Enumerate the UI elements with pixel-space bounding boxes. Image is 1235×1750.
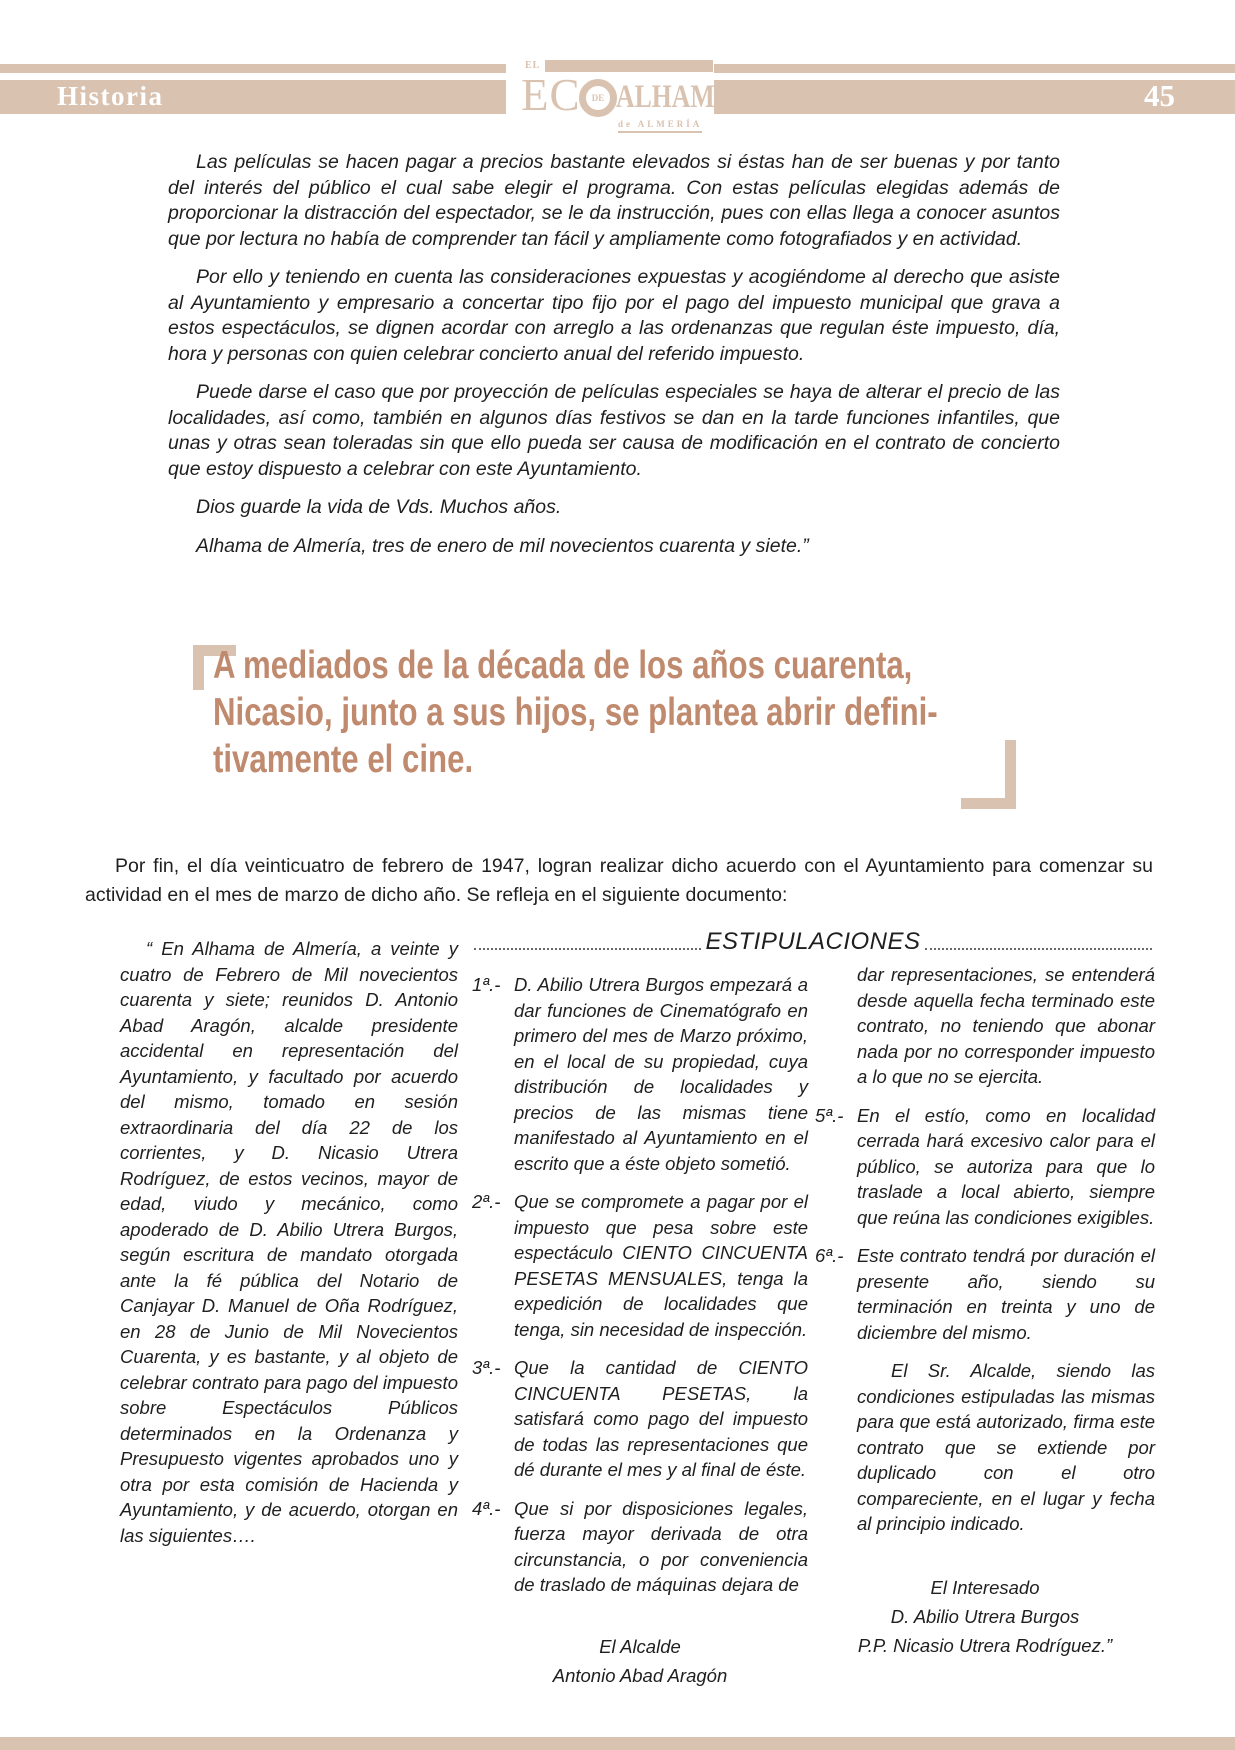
signature-pp: P.P. Nicasio Utrera Rodríguez.” — [857, 1634, 1113, 1656]
document-right-column — [815, 962, 1155, 1660]
stipulation-text: En el estío, como en localidad cerrada hará excesivo calor para el público, se autoriza para que lo traslade a local abierto, siempre que reúna las condiciones exigibles. — [857, 1104, 1155, 1228]
masthead-name: ALHAMA — [616, 79, 734, 115]
stipulation-text: Que si por disposiciones legales, fuerza mayor derivada de otra circunstancia, o por conveniencia de traslado de máquinas dejara de — [514, 1497, 808, 1595]
closing-paragraph: El Sr. Alcalde, siendo las condiciones estipuladas las mismas para que está autorizado, firma este contrato que se extiende por duplicado con el otro compareciente, en el lugar y fecha al principio indicado. — [857, 1360, 1155, 1534]
masthead-o-ring-icon — [579, 79, 617, 117]
section-title: Historia — [57, 81, 164, 111]
signature-name: D. Abilio Utrera Burgos — [890, 1605, 1080, 1627]
stipulation-text: D. Abilio Utrera Burgos empezará a dar funciones de Cinematógrafo en primero del mes de Marzo próximo, en el local de su propiedad, cuya distribución de localidades y precios de las mismas tiene manifestado al Ayuntamiento en el escrito que a éste objeto sometió. — [514, 974, 808, 1174]
signature-name: Antonio Abad Aragón — [552, 1664, 728, 1686]
pullquote-close-bracket-icon — [961, 740, 1016, 809]
intro-paragraph: Por ello y teniendo en cuenta las consideraciones expuestas y acogiéndome al derecho que asiste al Ayuntamiento y empresario a concertar tipo fijo por el pago del impuesto municipal que grava a estos espectáculos, se dignen acordar con arreglo a las ordenanzas que regulan éste impuesto, día, hora y personas con quien celebrar concierto anual del referido impuesto. — [168, 266, 1060, 365]
stipulation-4-continuation: dar representaciones, se entenderá desde aquella fecha terminado este contrato, no teniendo que abonar nada por no corresponder impuesto a lo que no se ejercita. — [857, 964, 1155, 1087]
page-number: 45 — [1144, 78, 1175, 113]
stipulation-item — [472, 1355, 808, 1483]
signature-alcalde — [472, 1632, 808, 1690]
stipulation-text: Que la cantidad de CIENTO CINCUENTA PESETAS, la satisfará como pago del impuesto de todas las representaciones que dé durante el mes y al final de éste. — [514, 1357, 808, 1480]
lead-paragraph-block — [85, 852, 1153, 910]
masthead-ec: EC — [521, 70, 581, 120]
stipulation-text: Que se compromete a pagar por el impuesto que pesa sobre este espectáculo CIENTO CINCUENTA PESETAS MENSUALES, tenga la expedición de localidades que tenga, sin necesidad de inspección. — [514, 1191, 808, 1340]
estipulaciones-title: ESTIPULACIONES — [705, 928, 921, 955]
intro-paragraph: Puede darse el caso que por proyección de películas especiales se haya de alterar el precio de las localidades, así como, también en algunos días festivos se dan en la tarde funciones infantiles, que unas y otras sean toleradas sin que ello pueda ser causa de modificación en el contrato de concierto que estoy dispuesto a celebrar con este Ayuntamiento. — [168, 381, 1060, 480]
stipulation-number: 1ª.- — [472, 974, 501, 995]
header-thin-band-right — [714, 64, 1235, 73]
intro-paragraph: Dios guarde la vida de Vds. Muchos años. — [196, 496, 562, 518]
signature-role: El Alcalde — [599, 1635, 681, 1657]
stipulation-item — [815, 1243, 1155, 1345]
intro-letter-text — [168, 150, 1060, 572]
masthead-de: DE — [591, 93, 605, 103]
stipulation-number: 4ª.- — [472, 1497, 501, 1519]
lead-paragraph: Por fin, el día veinticuatro de febrero de 1947, logran realizar dicho acuerdo con el Ayuntamiento para comenzar su actividad en el mes de marzo de dicho año. Se refleja en el siguiente documento: — [85, 855, 1153, 906]
footer-band — [0, 1737, 1235, 1750]
estipulaciones-header — [470, 928, 1156, 956]
masthead-subtitle: de ALMERÍA — [618, 119, 702, 133]
pullquote-line: A mediados de la década de los años cuarenta, — [213, 644, 913, 687]
stipulation-number: 5ª.- — [815, 1104, 844, 1126]
stipulation-number: 2ª.- — [472, 1191, 501, 1212]
stipulation-item — [472, 1496, 808, 1598]
dotted-leader-left — [474, 948, 701, 950]
stipulation-item — [472, 1189, 808, 1342]
stipulation-item — [815, 1103, 1155, 1231]
signature-role: El Interesado — [930, 1576, 1040, 1598]
stipulation-number: 6ª.- — [815, 1245, 844, 1266]
header-thin-band-left — [0, 64, 506, 73]
document-opening-column: “ En Alhama de Almería, a veinte y cuatro de Febrero de Mil novecientos cuarenta y siete; reunidos D. Antonio Abad Aragón, alcalde presidente accidental en representación del Ayuntamiento, y facultado por acuerdo del mismo, tomado en sesión extraordinaria del día 22 de los corrientes, y D. Nicasio Utrera Rodríguez, de estos vecinos, mayor de edad, viudo y mecánico, como apoderado de D. Abilio Utrera Burgos, según escritura de mandato otorgada ante la fé pública del Notario de Canjayar D. Manuel de Oña Rodríguez, en 28 de Junio de Mil Novecientos Cuarenta, y es bastante, y al objeto de celebrar contrato para pago del impuesto sobre Espectáculos Públicos determinados en la Ordenanza y Presupuesto vigentes aprobados uno y otra por esta comisión de Hacienda y Ayuntamiento, y de acuerdo, otorgan en las siguientes…. — [120, 938, 458, 1546]
stipulation-text: Este contrato tendrá por duración el presente año, siendo su terminación en treinta y uno de diciembre del mismo. — [857, 1245, 1155, 1343]
masthead-logo — [505, 48, 734, 140]
pullquote-line: Nicasio, junto a sus hijos, se plantea abrir defini- — [213, 691, 938, 734]
document-middle-column — [472, 972, 808, 1690]
dotted-leader-right — [925, 948, 1152, 950]
intro-paragraph: Las películas se hacen pagar a precios bastante elevados si éstas han de ser buenas y por tanto del interés del público el cual sabe elegir el programa. Con estas películas elegidas además de proporcionar la distracción del espectador, se le da instrucción, pues con ellas llega a conocer asuntos que por lectura no había de comprender tan fácil y ampliamente como fotografiados y en actividad. — [168, 151, 1060, 250]
signature-interesado — [815, 1573, 1155, 1660]
stipulation-number: 3ª.- — [472, 1357, 501, 1378]
intro-paragraph: Alhama de Almería, tres de enero de mil novecientos cuarenta y siete.” — [196, 534, 809, 557]
stipulation-item — [472, 972, 808, 1176]
masthead-el: EL — [525, 60, 541, 71]
pullquote-line: tivamente el cine. — [213, 738, 474, 781]
